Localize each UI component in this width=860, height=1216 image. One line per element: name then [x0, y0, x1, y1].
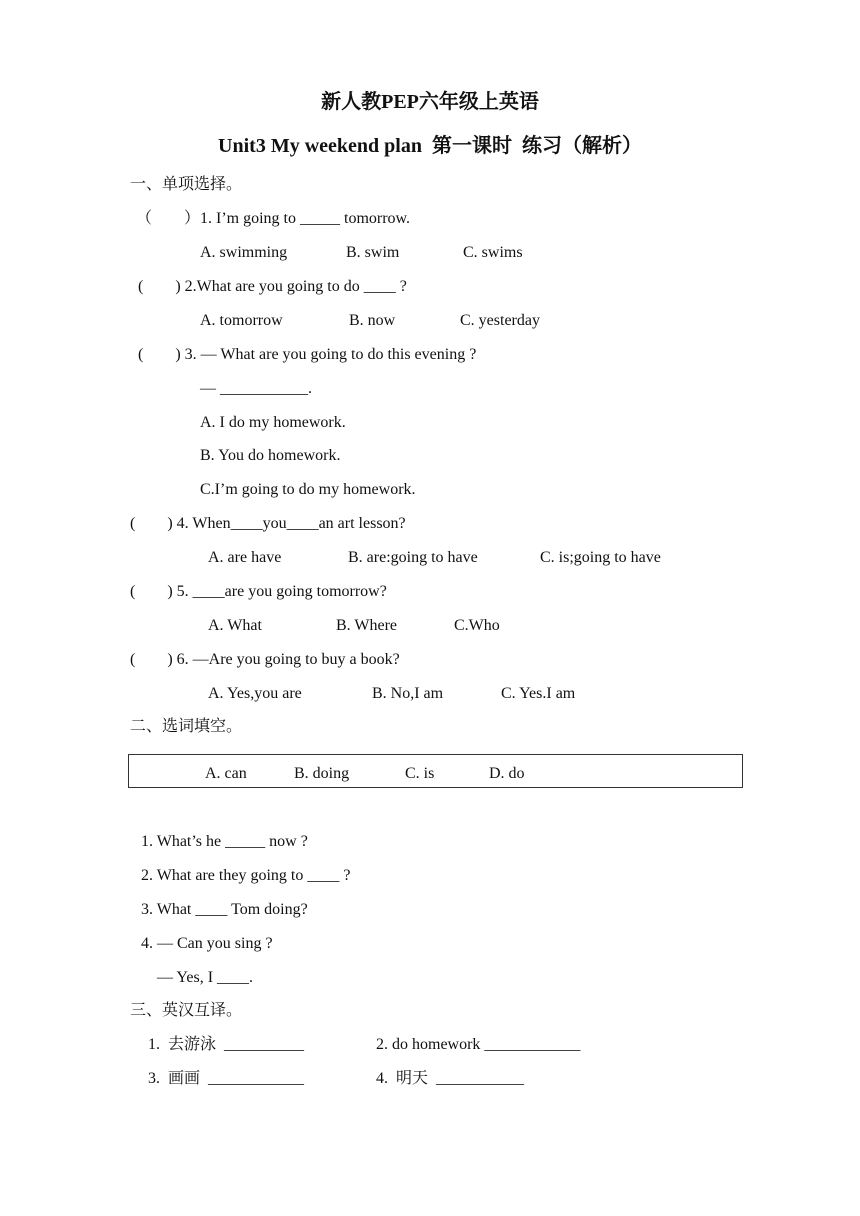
question-stem: ( ) 3. — What are you going to do this evening ?: [138, 346, 477, 363]
word-option: D. do: [489, 765, 525, 782]
option-b: B. now: [349, 312, 396, 329]
option-a: A. What: [208, 617, 262, 634]
word-option: A. can: [205, 765, 247, 782]
option-b: B. are:going to have: [348, 549, 478, 566]
option-a: A. tomorrow: [200, 312, 283, 329]
section3-heading: 三、英汉互译。: [130, 1002, 243, 1019]
option-c: C.Who: [454, 617, 500, 634]
translate-item-3: 3. 画画 ____________: [148, 1070, 305, 1087]
question-stem: ( ) 5. ____are you going tomorrow?: [130, 583, 387, 600]
fill-item-4: 4. — Can you sing ?: [141, 935, 273, 952]
fill-item-3: 3. What ____ Tom doing?: [141, 901, 308, 918]
question-stem: ( ) 2.What are you going to do ____ ?: [138, 278, 407, 295]
option-a: A. Yes,you are: [208, 685, 302, 702]
question-stem: ( ) 4. When____you____an art lesson?: [130, 515, 406, 532]
option-c: C. is;going to have: [540, 549, 661, 566]
option-c: C. swims: [463, 244, 523, 261]
question-stem: ( ) 6. —Are you going to buy a book?: [130, 651, 400, 668]
section2-heading: 二、选词填空。: [130, 718, 243, 735]
option-a: A. I do my homework.: [200, 414, 346, 431]
word-option: B. doing: [294, 765, 350, 782]
option-a: A. swimming: [200, 244, 288, 261]
page-subtitle: Unit3 My weekend plan 第一课时 练习（解析）: [218, 135, 642, 157]
option-c: C.I’m going to do my homework.: [200, 481, 416, 498]
option-b: B. swim: [346, 244, 400, 261]
option-b: B. Where: [336, 617, 398, 634]
option-b: B. No,I am: [372, 685, 444, 702]
translate-item-4: 4. 明天 ___________: [376, 1070, 525, 1087]
translate-item-2: 2. do homework ____________: [376, 1036, 581, 1053]
option-a: A. are have: [208, 549, 282, 566]
fill-item-1: 1. What’s he _____ now ?: [141, 833, 308, 850]
page-title: 新人教PEP六年级上英语: [321, 91, 539, 113]
section1-heading: 一、单项选择。: [130, 176, 243, 193]
fill-item-2: 2. What are they going to ____ ?: [141, 867, 351, 884]
answer-blank: — ___________.: [200, 380, 312, 397]
word-option: C. is: [405, 765, 435, 782]
option-c: C. Yes.I am: [501, 685, 576, 702]
fill-item-4-answer: — Yes, I ____.: [157, 969, 254, 986]
translate-item-1: 1. 去游泳 __________: [148, 1036, 305, 1053]
option-b: B. You do homework.: [200, 447, 341, 464]
question-stem: （ ）1. I’m going to _____ tomorrow.: [136, 210, 411, 227]
option-c: C. yesterday: [460, 312, 540, 329]
